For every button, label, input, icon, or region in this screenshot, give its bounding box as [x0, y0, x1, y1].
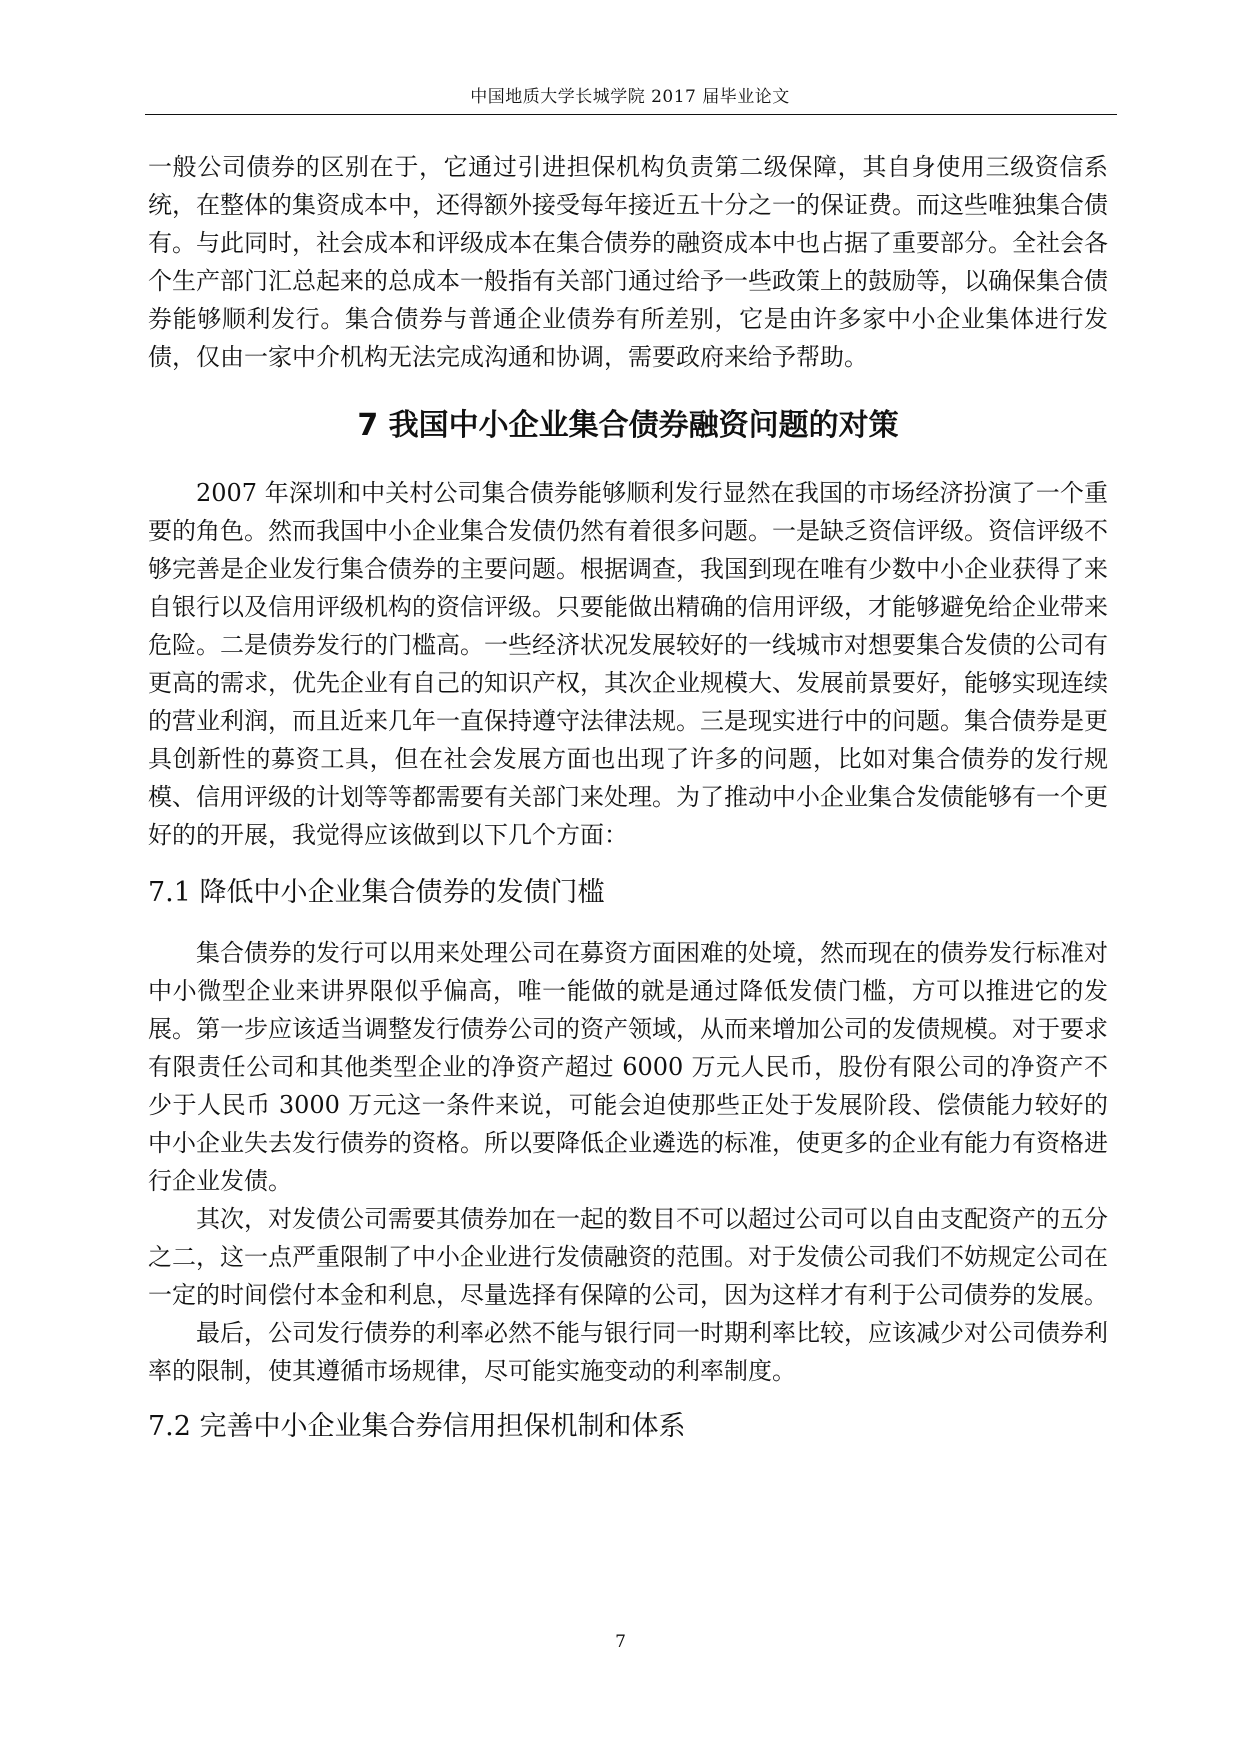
page-number: 7 [615, 1632, 626, 1652]
section-7-1-paragraph-1: 集合债券的发行可以用来处理公司在募资方面困难的处境，然而现在的债券发行标准对中小微型企业来讲界限似乎偏高，唯一能做的就是通过降低发债门槛，方可以推进它的发展。第一步应该适当调整发行债券公司的资产领域，从而来增加公司的发债规模。对于要求有限责任公司和其他类型企业的净资产超过 6000 万元人民币，股份有限公司的净资产不少于人民币 3000 万元这一条件来说，可能会迫使那些正处于发展阶段、偿债能力较好的中小企业失去发行债券的资格。所以要降低企业遴选的标准，使更多的企业有能力有资格进行企业发债。 [148, 939, 1108, 1195]
header-rule [145, 114, 1117, 115]
section-7-2-title: 7.2 完善中小企业集合券信用担保机制和体系 [148, 1411, 686, 1442]
section-7-1-paragraph-2: 其次，对发债公司需要其债券加在一起的数目不可以超过公司可以自由支配资产的五分之二，这一点严重限制了中小企业进行发债融资的范围。对于发债公司我们不妨规定公司在一定的时间偿付本金和利息，尽量选择有保障的公司，因为这样才有利于公司债券的发展。 [148, 1205, 1108, 1309]
running-header: 中国地质大学长城学院 2017 届毕业论文 [470, 87, 790, 107]
chapter-title: 7 我国中小企业集合债券融资问题的对策 [357, 408, 899, 443]
section-7-1-title: 7.1 降低中小企业集合债券的发债门槛 [148, 877, 605, 908]
chapter-paragraph: 2007 年深圳和中关村公司集合债券能够顺利发行显然在我国的市场经济扮演了一个重要的角色。然而我国中小企业集合发债仍然有着很多问题。一是缺乏资信评级。资信评级不够完善是企业发行集合债券的主要问题。根据调查，我国到现在唯有少数中小企业获得了来自银行以及信用评级机构的资信评级。只要能做出精确的信用评级，才能够避免给企业带来危险。二是债券发行的门槛高。一些经济状况发展较好的一线城市对想要集合发债的公司有更高的需求，优先企业有自己的知识产权，其次企业规模大、发展前景要好，能够实现连续的营业利润，而且近来几年一直保持遵守法律法规。三是现实进行中的问题。集合债券是更具创新性的募资工具，但在社会发展方面也出现了许多的问题，比如对集合债券的发行规模、信用评级的计划等等都需要有关部门来处理。为了推动中小企业集合发债能够有一个更好的的开展，我觉得应该做到以下几个方面： [148, 479, 1108, 849]
page-body [148, 148, 1108, 1446]
section-7-1-paragraph-3: 最后，公司发行债券的利率必然不能与银行同一时期利率比较，应该减少对公司债券利率的限制，使其遵循市场规律，尽可能实施变动的利率制度。 [148, 1319, 1108, 1385]
intro-paragraph: 一般公司债券的区别在于，它通过引进担保机构负责第二级保障，其自身使用三级资信系统，在整体的集资成本中，还得额外接受每年接近五十分之一的保证费。而这些唯独集合债有。与此同时，社会成本和评级成本在集合债券的融资成本中也占据了重要部分。全社会各个生产部门汇总起来的总成本一般指有关部门通过给予一些政策上的鼓励等，以确保集合债券能够顺利发行。集合债券与普通企业债券有所差别，它是由许多家中小企业集体进行发债，仅由一家中介机构无法完成沟通和协调，需要政府来给予帮助。 [148, 153, 1108, 371]
